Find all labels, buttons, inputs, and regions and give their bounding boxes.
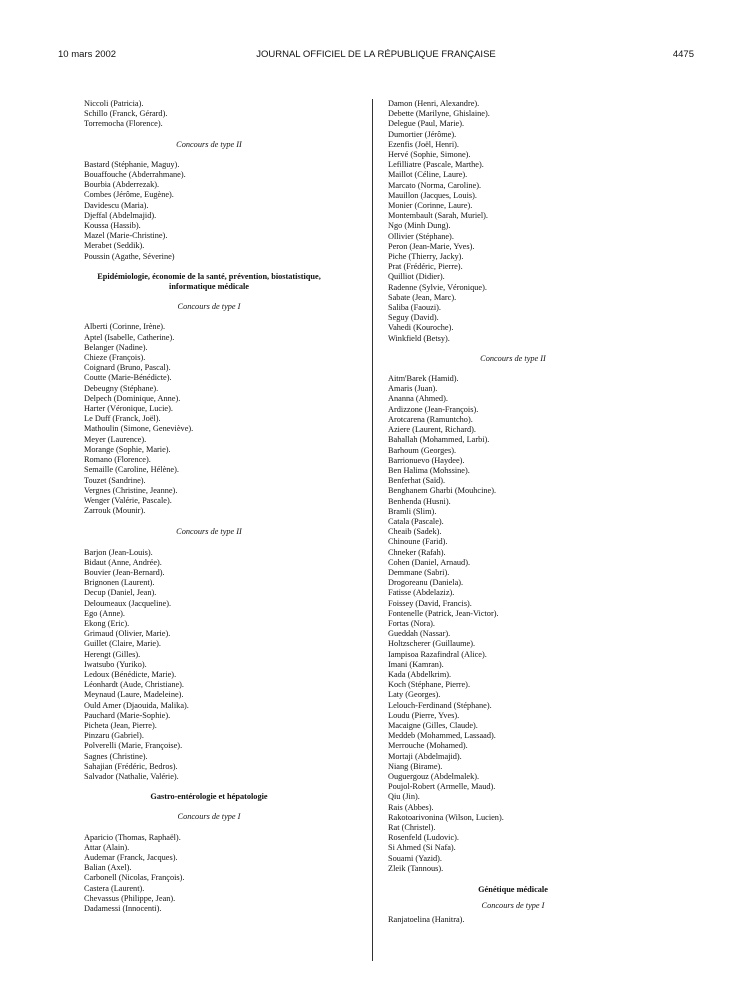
list-item: Combes (Jérôme, Eugène). [84, 190, 174, 200]
list-item: Ezenfis (Joël, Henri). [388, 139, 459, 149]
list-item: Si Ahmed (Si Nafa). [388, 843, 456, 853]
list-item: Bahallah (Mohammed, Larbi). [388, 435, 490, 445]
list-item: Sahajian (Frédéric, Bedros). [84, 761, 178, 771]
list-item: Deloumeaux (Jacqueline). [84, 598, 172, 608]
list-item: Ardizzone (Jean-François). [388, 404, 479, 414]
list-item: Barrionuevo (Haydee). [388, 455, 465, 465]
list-item: Debette (Marilyne, Ghislaine). [388, 109, 490, 119]
list-item: Chneker (Rafah). [388, 547, 446, 557]
list-item: Niccoli (Patricia). [84, 99, 144, 108]
list-item: Mathoulin (Simone, Geneviève). [84, 424, 194, 434]
list-item: Piche (Thierry, Jacky). [388, 252, 464, 262]
list-item: Balian (Axel). [84, 863, 132, 873]
list-item: Sagnes (Christine). [84, 751, 148, 761]
list-item: Davidescu (Maria). [84, 200, 149, 210]
list-item: Coignard (Bruno, Pascal). [84, 363, 171, 373]
list-item: Herengt (Gilles). [84, 649, 141, 659]
list-item: Niang (Birame). [388, 761, 443, 771]
list-item: Chieze (François). [84, 353, 146, 363]
list-item: Ananna (Ahmed). [388, 394, 448, 404]
list-item: Merrouche (Mohamed). [388, 741, 468, 751]
list-item: Aziere (Laurent, Richard). [388, 425, 476, 435]
journal-title: JOURNAL OFFICIEL DE LA RÉPUBLIQUE FRANÇAISE [256, 49, 496, 60]
list-item: Damon (Henri, Alexandre). [388, 99, 480, 108]
list-item: Aptel (Isabelle, Catherine). [84, 332, 175, 342]
list-item: Laty (Georges). [388, 690, 441, 700]
list-item: Bouvier (Jean-Bernard). [84, 567, 165, 577]
list-item: Cheaib (Sadek). [388, 527, 442, 537]
list-item: Cohen (Daniel, Arnaud). [388, 557, 471, 567]
list-item: Ekong (Eric). [84, 618, 130, 628]
name-list [84, 322, 334, 516]
list-item: Qiu (Jin). [388, 792, 420, 802]
list-item: Alberti (Corinne, Irène). [84, 322, 166, 332]
list-item: Vergnes (Christine, Jeanne). [84, 485, 178, 495]
list-item: Meddeb (Mohammed, Lassaad). [388, 731, 496, 741]
section-title: Génétique médicale [478, 885, 548, 895]
list-item: Prat (Frédéric, Pierre). [388, 262, 463, 272]
issue-date: 10 mars 2002 [58, 49, 117, 60]
list-item: Hervé (Sophie, Simone). [388, 150, 471, 160]
list-item: Mazel (Marie-Christine). [84, 231, 168, 241]
name-list [84, 548, 334, 783]
list-item: Torremocha (Florence). [84, 119, 163, 129]
list-item: Aparicio (Thomas, Raphaël). [84, 832, 181, 842]
list-item: Guillet (Claire, Marie). [84, 639, 161, 649]
list-item: Fatisse (Abdelaziz). [388, 588, 455, 598]
page-number: 4475 [672, 49, 694, 60]
list-item: Merabet (Seddik). [84, 241, 145, 251]
list-item: Ollivier (Stéphane). [388, 231, 454, 241]
list-item: Montembault (Sarah, Muriel). [388, 211, 489, 221]
list-item: Ranjatoelina (Hanitra). [388, 915, 465, 925]
list-item: Semaille (Caroline, Hélène). [84, 465, 179, 475]
list-item: Delegue (Paul, Marie). [388, 119, 465, 129]
list-item: Brignonen (Laurent). [84, 578, 155, 588]
right-column [388, 99, 638, 926]
list-item: Vahedi (Kouroche). [388, 323, 454, 333]
list-item: Kada (Abdelkrim). [388, 669, 452, 679]
list-item: Bidaut (Anne, Andrée). [84, 557, 162, 567]
subsection-title: Concours de type II [480, 353, 546, 363]
list-item: Imani (Kamran). [388, 659, 444, 669]
subsection-title: Concours de type I [177, 302, 241, 312]
list-item: Pauchard (Marie-Sophie). [84, 710, 171, 720]
list-item: Meynaud (Laure, Madeleine). [84, 690, 184, 700]
list-item: Monier (Corinne, Laure). [388, 201, 473, 211]
list-item: Iwatsubo (Yuriko). [84, 659, 147, 669]
list-item: Saliba (Faouzi). [388, 303, 441, 313]
list-item: Mauillon (Jacques, Louis). [388, 190, 477, 200]
list-item: Souami (Yazid). [388, 853, 443, 863]
list-item: Rosenfeld (Ludovic). [388, 833, 459, 843]
list-item: Ego (Anne). [84, 608, 126, 618]
list-item: Rais (Abbes). [388, 802, 434, 812]
list-item: Carbonell (Nicolas, François). [84, 873, 185, 883]
name-list [388, 374, 638, 874]
list-item: Gueddah (Nassar). [388, 629, 451, 639]
list-item: Radenne (Sylvie, Véronique). [388, 282, 487, 292]
name-list [84, 99, 334, 130]
list-item: Demmane (Sabri). [388, 567, 450, 577]
list-item: Belanger (Nadine). [84, 342, 148, 352]
list-item: Attar (Alain). [84, 842, 130, 852]
column-divider [372, 99, 373, 961]
list-item: Ledoux (Bénédicte, Marie). [84, 669, 177, 679]
list-item: Le Duff (Franck, Joël). [84, 414, 161, 424]
list-item: Bastard (Stéphanie, Maguy). [84, 159, 180, 169]
list-item: Bramli (Slim). [388, 506, 437, 516]
list-item: Macaigne (Gilles, Claude). [388, 720, 478, 730]
list-item: Koch (Stéphane, Pierre). [388, 680, 471, 690]
list-item: Castera (Laurent). [84, 883, 145, 893]
name-list [388, 99, 638, 344]
name-list [84, 160, 334, 262]
page-header [58, 49, 694, 63]
list-item: Dumortier (Jérôme). [388, 129, 457, 139]
list-item: Benghanem Gharbi (Mouhcine). [388, 486, 497, 496]
list-item: Drogoreanu (Daniela). [388, 578, 464, 588]
list-item: Grimaud (Olivier, Marie). [84, 629, 171, 639]
list-item: Dadamessi (Innocenti). [84, 904, 162, 914]
list-item: Fontenelle (Patrick, Jean-Victor). [388, 608, 499, 618]
subsection-title: Concours de type I [481, 901, 545, 911]
list-item: Decup (Daniel, Jean). [84, 588, 157, 598]
list-item: Wenger (Valérie, Pascale). [84, 495, 172, 505]
name-list [388, 915, 638, 925]
subsection-title: Concours de type II [176, 527, 242, 537]
list-item: Mortaji (Abdelmajid). [388, 751, 462, 761]
list-item: Djeffal (Abdelmajid). [84, 210, 157, 220]
list-item: Debeugny (Stéphane). [84, 383, 159, 393]
list-item: Peron (Jean-Marie, Yves). [388, 241, 475, 251]
list-item: Touzet (Sandrine). [84, 475, 146, 485]
list-item: Pinzaru (Gabriel). [84, 731, 144, 741]
list-item: Foissey (David, Francis). [388, 598, 472, 608]
list-item: Salvador (Nathalie, Valérie). [84, 771, 179, 781]
list-item: Rakotoarivonina (Wilson, Lucien). [388, 812, 504, 822]
subsection-title: Concours de type II [176, 139, 242, 149]
list-item: Arotcarena (Ramuntcho). [388, 414, 473, 424]
list-item: Coutte (Marie-Bénédicte). [84, 373, 172, 383]
list-item: Barjon (Jean-Louis). [84, 547, 153, 557]
list-item: Iampisoa Razafindral (Alice). [388, 649, 487, 659]
list-item: Poujol-Robert (Armelle, Maud). [388, 782, 496, 792]
list-item: Koussa (Hassib). [84, 221, 141, 231]
list-item: Barhoum (Georges). [388, 445, 457, 455]
list-item: Winkfield (Betsy). [388, 333, 450, 343]
list-item: Poussin (Agathe, Séverine) [84, 251, 175, 261]
list-item: Zleik (Tannous). [388, 863, 444, 873]
list-item: Benferhat (Saïd). [388, 476, 446, 486]
list-item: Catala (Pascale). [388, 516, 444, 526]
list-item: Ould Amer (Djaouida, Malika). [84, 700, 189, 710]
list-item: Holtzscherer (Guillaume). [388, 639, 476, 649]
list-item: Chevassus (Philippe, Jean). [84, 893, 176, 903]
list-item: Morange (Sophie, Marie). [84, 444, 171, 454]
list-item: Bourbia (Abderrezak). [84, 180, 160, 190]
list-item: Zarrouk (Mounir). [84, 506, 146, 516]
left-column [84, 99, 334, 914]
list-item: Bouaffouche (Abderrahmane). [84, 170, 186, 180]
list-item: Ouguergouz (Abdelmalek). [388, 772, 480, 781]
name-list [84, 833, 334, 915]
list-item: Seguy (David). [388, 313, 439, 323]
list-item: Ngo (Minh Dung). [388, 221, 451, 231]
subsection-title: Concours de type I [177, 812, 241, 822]
list-item: Marcato (Norma, Caroline). [388, 180, 482, 190]
section-title: Epidémiologie, économie de la santé, prévention, biostatistique, informatique médicale [97, 271, 321, 292]
list-item: Audemar (Franck, Jacques). [84, 853, 178, 862]
list-item: Delpech (Dominique, Anne). [84, 393, 181, 403]
list-item: Lelouch-Ferdinand (Stéphane). [388, 700, 492, 710]
list-item: Schillo (Franck, Gérard). [84, 109, 168, 119]
list-item: Romano (Florence). [84, 455, 151, 465]
list-item: Meyer (Laurence). [84, 434, 147, 444]
list-item: Maillot (Céline, Laure). [388, 170, 468, 180]
list-item: Harter (Véronique, Lucie). [84, 404, 173, 414]
list-item: Amaris (Juan). [388, 384, 438, 394]
list-item: Aitm'Barek (Hamid). [388, 374, 459, 384]
list-item: Benhenda (Husni). [388, 496, 451, 506]
list-item: Quilliot (Didier). [388, 272, 445, 282]
list-item: Polverelli (Marie, Françoise). [84, 741, 183, 751]
list-item: Chinoune (Farid). [388, 537, 448, 547]
list-item: Fortas (Nora). [388, 618, 436, 628]
list-item: Loudu (Pierre, Yves). [388, 710, 460, 720]
list-item: Ben Halima (Mohssine). [388, 465, 470, 475]
list-item: Léonhardt (Aude, Christiane). [84, 680, 184, 690]
list-item: Rat (Christel). [388, 823, 436, 833]
list-item: Sabate (Jean, Marc). [388, 292, 457, 302]
list-item: Picheta (Jean, Pierre). [84, 720, 157, 730]
list-item: Lefilliatre (Pascale, Marthe). [388, 160, 484, 170]
section-title: Gastro-entérologie et hépatologie [150, 792, 268, 802]
